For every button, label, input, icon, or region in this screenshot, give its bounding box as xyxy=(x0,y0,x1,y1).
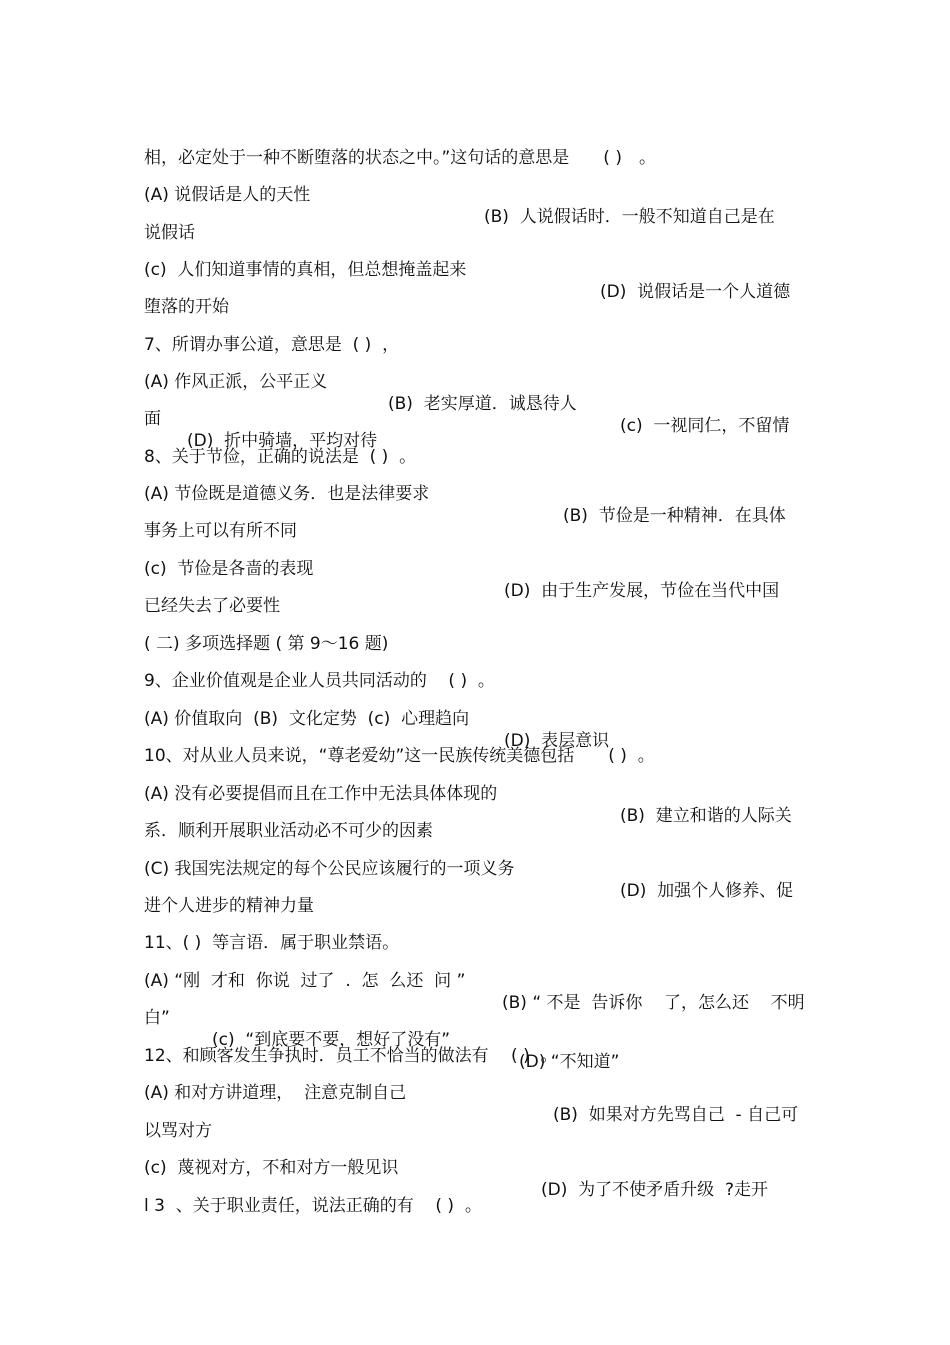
option-d: (D) 加强个人修养、促 xyxy=(620,881,794,901)
option-c: (c) 人们知道事情的真相，但总想掩盖起来 xyxy=(144,260,467,280)
text-segment: 堕落的开始 xyxy=(144,297,229,317)
option-d: (D) 说假话是一个人道德 xyxy=(600,282,791,302)
option-a: (A) 没有必要提倡而且在工作中无法具体体现的 xyxy=(144,784,498,804)
option-c: (c) 节俭是各啬的表现 xyxy=(144,559,314,579)
option-a: (A) 作风正派，公平正义 xyxy=(144,372,328,392)
text-segment: 系．顺利开展职业活动必不可少的因素 xyxy=(144,821,433,841)
text-segment: 白” xyxy=(144,1008,170,1028)
option-d: (D) 表层意识 xyxy=(504,731,610,751)
question-text: 9、企业价值观是企业人员共同活动的 ( ) 。 xyxy=(144,671,495,691)
options-abc: (A) 价值取向 (B) 文化定势 (c) 心理趋向 xyxy=(144,709,470,729)
option-b: (B) 节俭是一种精神．在具体 xyxy=(563,506,786,526)
question-text: 11、( ) 等言语．属于职业禁语。 xyxy=(144,933,400,953)
option-b: (B) 建立和谐的人际关 xyxy=(620,806,792,826)
option-d: (D) 由于生产发展，节俭在当代中国 xyxy=(504,581,780,601)
question-13 xyxy=(144,1173,482,1239)
text-segment: 事务上可以有所不同 xyxy=(144,521,297,541)
section-title: ( 二) 多项选择题 ( 第 9～16 题) xyxy=(144,634,389,654)
option-d: (D) 折中骑墙，平均对待 xyxy=(187,431,378,451)
option-b: (B) 老实厚道．诚恳待人 xyxy=(388,394,577,414)
text-segment: 以骂对方 xyxy=(144,1121,212,1141)
option-b: (B) 人说假话时．一般不知道自己是在 xyxy=(484,207,775,227)
text-segment: 相，必定处于一种不断堕落的状态之中。”这句话的意思是 ( ) 。 xyxy=(144,148,656,168)
text-segment: 已经失去了必要性 xyxy=(144,596,280,616)
option-a: (A) 节俭既是道德义务．也是法律要求 xyxy=(144,484,430,504)
question-text: 7、所谓办事公道，意思是 ( ) ， xyxy=(144,335,400,355)
option-c: (c) 蔑视对方，不和对方一般见识 xyxy=(144,1158,399,1178)
question-text: 10、对从业人员来说，“尊老爱幼”这一民族传统美德包括 ( ) 。 xyxy=(144,746,655,766)
question-text: 8、关于节俭，正确的说法是 ( ) 。 xyxy=(144,447,417,467)
option-c: (C) 我国宪法规定的每个公民应该履行的一项义务 xyxy=(144,859,515,879)
question-text: l 3 、关于职业责任，说法正确的有 ( ) 。 xyxy=(144,1196,482,1216)
text-segment: 面 xyxy=(144,409,161,429)
option-a: (A) 说假话是人的天性 xyxy=(144,185,311,205)
question-text: 12、和顾客发生争执时．员工不恰当的做法有 ( ) 。 xyxy=(144,1046,558,1066)
text-segment: 进个人进步的精神力量 xyxy=(144,896,314,916)
option-d: (D) 为了不使矛盾升级 ?走开 xyxy=(541,1180,768,1200)
option-c: (c) 一视同仁，不留情 xyxy=(620,416,790,436)
option-a: (A) “刚 才和 你说 过了 . 怎 么还 问 ” xyxy=(144,971,466,991)
option-c: (c) “到底要不要，想好了没有” xyxy=(212,1030,451,1050)
text-segment: 说假话 xyxy=(144,223,195,243)
option-a: (A) 和对方讲道理， 注意克制自己 xyxy=(144,1083,407,1103)
option-d: (D) “不知道” xyxy=(519,1052,620,1072)
option-b: (B) “ 不是 告诉你 了，怎么还 不明 xyxy=(502,993,805,1013)
option-b: (B) 如果对方先骂自己 - 自己可 xyxy=(553,1105,799,1125)
